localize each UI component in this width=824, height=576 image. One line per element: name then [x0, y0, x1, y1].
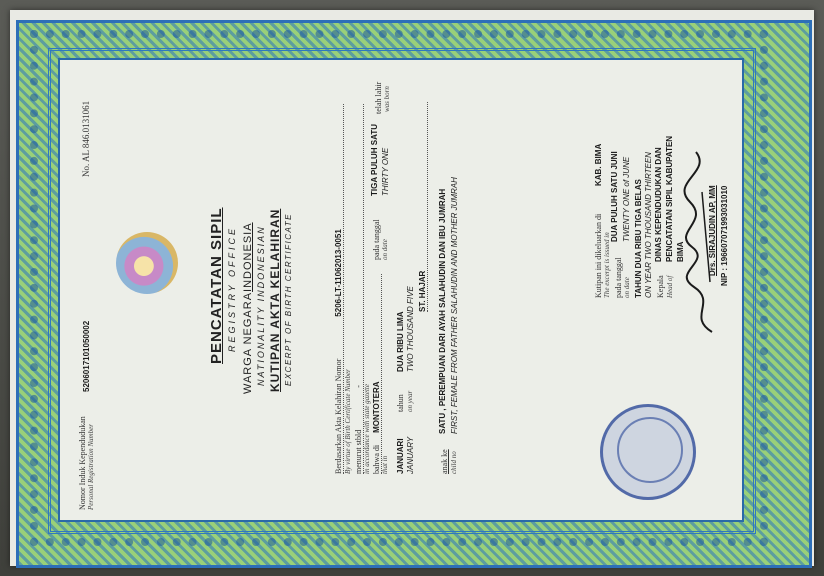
office-title: PENCATATAN SIPIL — [208, 207, 225, 364]
serial-number: No. AL 846.0131061 — [81, 100, 91, 177]
child-value-en: FIRST, FEMALE FROM FATHER SALAHUDIN AND MOTHER JUMRAH — [450, 177, 459, 434]
document-title: KUTIPAN AKTA KELAHIRAN — [268, 208, 282, 392]
head-value-3: BIMA — [676, 241, 685, 262]
head-label-en: Head of — [666, 275, 674, 298]
stbld-dash: - — [354, 385, 363, 388]
office-title-en: REGISTRY OFFICE — [227, 225, 237, 352]
child-value: SATU , PEREMPUAN DARI AYAH SALAHUDIN DAN IBU JUMRAH — [438, 188, 447, 434]
date-label: pada tanggal — [372, 219, 381, 260]
issued-label-en: The excerpt is issued in — [603, 232, 611, 298]
born-at-value: MONTOTERA — [372, 381, 381, 433]
issued-year-value: TAHUN DUA RIBU TIGA BELAS — [634, 179, 643, 298]
official-nip: NIP : 196607071993031010 — [720, 185, 729, 286]
born-at-row — [372, 274, 382, 474]
child-label: anak ke — [440, 449, 449, 474]
born-label-en: was born — [383, 86, 391, 112]
official-name: Drs. SIRAJUDIN AP, MM — [708, 185, 717, 276]
nationality-line — [242, 222, 254, 394]
head-value-2: PENCATATAN SIPIL KABUPATEN — [665, 135, 674, 262]
nik-value: 5206017101050002 — [82, 320, 91, 392]
month-value: JANUARI — [396, 438, 405, 474]
garuda-hologram-emblem — [116, 232, 178, 294]
head-label: Kepala — [656, 275, 665, 298]
date-value-en: THIRTY ONE — [381, 147, 390, 196]
nik-label: Nomor Induk Kependudukan — [78, 416, 87, 510]
child-label-en: child no — [450, 451, 458, 474]
certificate-content — [72, 72, 736, 512]
born-at-label-en: that in — [381, 455, 389, 474]
nik-label-en: Personal Registration Number — [87, 424, 95, 510]
issued-date-label-en: on date — [623, 277, 631, 298]
month-value-en: JANUARY — [406, 436, 415, 474]
cert-number-label-en: By virtue of Birth Certificate Number — [344, 369, 352, 474]
stbld-label: menurut stbld — [354, 429, 363, 474]
nationality-en: NATIONALITY INDONESIAN — [256, 225, 266, 386]
date-value: TIGA PULUH SATU — [370, 124, 379, 196]
nationality-label: WARGA NEGARA — [242, 291, 254, 394]
born-at-label: bahwa di — [372, 444, 381, 474]
issued-date-label: pada tanggal — [614, 257, 623, 298]
document-title-en: EXCERPT OF BIRTH CERTIFICATE — [284, 213, 293, 386]
official-stamp — [600, 404, 696, 500]
issued-year-value-en: ON YEAR TWO THOUSAND THIRTEEN — [644, 152, 653, 298]
head-value: DINAS KEPENDUDUKAN DAN — [654, 147, 663, 262]
child-name-value: ST. HAJAR — [418, 102, 428, 312]
issued-date-value-en: TWENTY ONE of JUNE — [622, 156, 631, 242]
issued-label: Kutipan ini dikeluarkan di — [594, 213, 603, 298]
stbld-label-en: in accordance with state gazette — [363, 384, 371, 474]
born-label: telah lahir — [374, 81, 383, 114]
year-value: DUA RIBU LIMA — [396, 311, 405, 372]
year-value-en: TWO THOUSAND FIVE — [406, 286, 415, 372]
cert-number-value: 5206-LT-11062013-0051 — [334, 229, 343, 317]
nationality-value: INDONESIA — [242, 222, 254, 292]
year-label-en: on year — [406, 390, 414, 412]
cert-number-row — [334, 104, 344, 474]
cert-number-label: Berdasarkan Akta Kelahiran Nomor — [334, 358, 343, 474]
issued-place: KAB. BIMA — [594, 143, 603, 186]
issued-date-value: DUA PULUH SATU JUNI — [610, 151, 619, 242]
date-label-en: on date — [381, 239, 389, 260]
year-label: tahun — [396, 394, 405, 412]
